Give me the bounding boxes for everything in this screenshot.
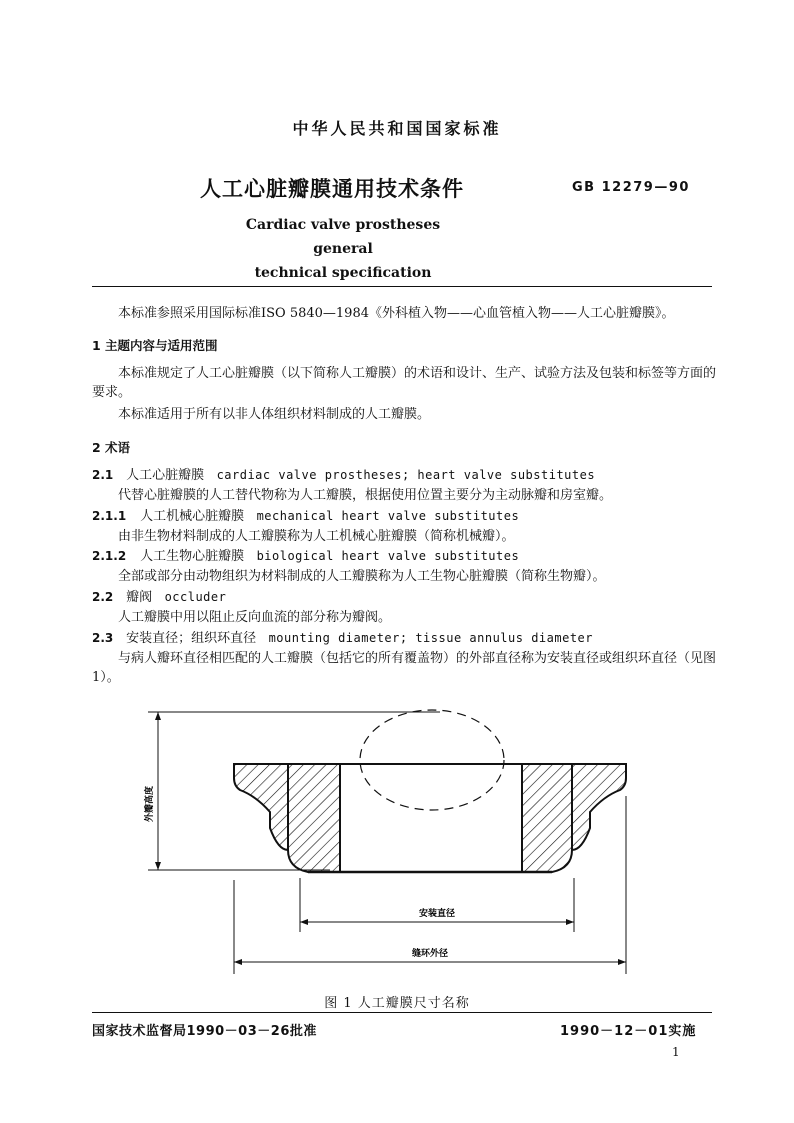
term-number: 2.1.1 [92,509,127,523]
arrow-left-icon [234,959,242,965]
term-number: 2.1.2 [92,549,127,563]
term-en: mechanical heart valve substitutes [256,509,520,523]
arrow-down-icon [155,862,161,870]
arrow-up-icon [155,712,161,720]
term-en: mounting diameter; tissue annulus diameter [268,631,593,645]
section-1-para-2: 本标准适用于所有以非人体组织材料制成的人工瓣膜。 [118,407,431,422]
section-1-para-1: 本标准规定了人工心脏瓣膜（以下简称人工瓣膜）的术语和设计、生产、试验方法及包装和标签等方面的要求。 [92,366,717,400]
housing-wall-left [288,764,340,872]
term-2-2 [92,588,716,607]
term-en: biological heart valve substitutes [256,549,520,563]
term-cn: 安装直径；组织环直径 [126,631,257,646]
sewing-ring-right [572,764,626,850]
title-en-line1: Cardiac valve prostheses general [245,217,441,257]
document-title-cn: 人工心脏瓣膜通用技术条件 [200,177,464,201]
section-1-heading: 1 主题内容与适用范围 [92,338,218,353]
footer-divider [92,1012,712,1013]
term-en: occluder [164,590,227,604]
term-en: cardiac valve prostheses; heart valve substitutes [216,468,596,482]
figure-caption: 图 1 人工瓣膜尺寸名称 [324,996,470,1011]
term-2-1-1 [92,507,716,526]
arrow-right-icon [566,919,574,925]
section-2-heading: 2 术语 [92,440,131,455]
label-height: 外瓣高度 [145,785,155,822]
label-ring-diameter: 缝环外径 [411,949,449,959]
term-cn: 人工生物心脏瓣膜 [140,549,245,564]
sewing-ring-left [234,764,288,850]
term-2-1-1-definition: 由非生物材料制成的人工瓣膜称为人工机械心脏瓣膜（简称机械瓣）。 [118,529,515,544]
term-cn: 人工心脏瓣膜 [126,468,205,483]
occluder-outline [360,710,504,810]
header-divider [92,286,712,287]
term-2-1-2 [92,547,716,566]
term-2-3 [92,629,716,648]
document-title-en [226,213,460,285]
title-en-line2: technical specification [254,265,432,281]
page-number: 1 [672,1045,680,1059]
term-2-1 [92,466,716,485]
term-cn: 瓣阀 [126,590,153,605]
term-2-1-2-definition: 全部或部分由动物组织为材料制成的人工瓣膜称为人工生物心脏瓣膜（简称生物瓣）。 [118,569,606,584]
term-2-1-definition: 代替心脏瓣膜的人工替代物称为人工瓣膜，根据使用位置主要分为主动脉瓣和房室瓣。 [118,488,613,503]
approval-date: 国家技术监督局1990－03－26批准 [92,1024,317,1039]
term-2-2-definition: 人工瓣膜中用以阻止反向血流的部分称为瓣阀。 [118,610,392,625]
housing-wall-right [522,764,572,872]
term-number: 2.2 [92,590,114,604]
arrow-left-icon [300,919,308,925]
arrow-right-icon [618,959,626,965]
term-cn: 人工机械心脏瓣膜 [140,509,245,524]
figure-1-valve-diagram [130,700,650,990]
label-mount-diameter: 安装直径 [418,909,456,919]
effective-date: 1990－12－01实施 [560,1024,697,1039]
standard-number: GB 12279—90 [572,180,690,195]
term-number: 2.3 [92,631,114,645]
national-standard-header: 中华人民共和国国家标准 [292,119,502,138]
term-2-3-definition: 与病人瓣环直径相匹配的人工瓣膜（包括它的所有覆盖物）的外部直径称为安装直径或组织环直径（见图1）。 [92,651,717,685]
term-number: 2.1 [92,468,114,482]
intro-paragraph: 本标准参照采用国际标准ISO 5840—1984《外科植入物——心血管植入物——人工心脏瓣膜》。 [118,306,675,321]
